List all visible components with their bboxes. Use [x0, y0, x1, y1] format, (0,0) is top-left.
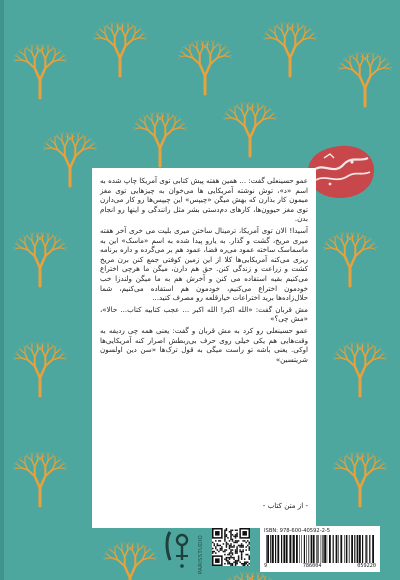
excerpt-panel — [92, 168, 316, 528]
isbn-text: ISBN: 978-600-40592-2-5 — [264, 528, 331, 534]
excerpt-paragraph: عمو حسینعلی گفت: ... همین هفته پیش کتابی توی آمریکا چاپ شده به اسم «د»، توش نوشته آمریکایی ها می‌خوان به چیزهایی توی مغز میمون کار بذارن که بهش میگن «چیپس» این چیپس‌ها رو کار می‌دارن توی مغز حیوون‌ها، کارهای دم‌دستی بشر مثل رانندگی و اینها رو انجام بدن. — [100, 176, 308, 224]
barcode-bars — [266, 535, 374, 563]
publisher-logo — [160, 526, 192, 570]
studio-label — [198, 516, 208, 574]
tree-icon — [13, 45, 67, 98]
barcode-block — [260, 526, 380, 572]
tree-icon — [13, 453, 67, 506]
barcode-digit-group: 786004 — [302, 563, 322, 569]
excerpt-paragraph: عمو حسینعلی رو کرد به مش قربان و گفت: یعنی همه چی ردیفه به وقت‌هایی هم یکی خیلی روی حرف بی‌ربطش اصرار کنه آمریکایی‌ها اوکی. یعنی باشه تو راست میگی به قول ترک‌ها «سن دین اولسون شریتسین» — [100, 325, 308, 364]
tree-icon — [263, 23, 317, 76]
tree-icon — [103, 543, 157, 580]
tree-icon — [223, 103, 277, 156]
barcode-digit-group: 9 — [264, 563, 268, 569]
tree-icon — [333, 343, 387, 396]
tree-icon — [93, 23, 147, 76]
studio-label-text: PARISSTUDIO — [198, 535, 204, 574]
excerpt-paragraph: مش قربان گفت: «الله اکبر! الله اکبر ... عجب کتابیه کتاب... حالا»، «مش چی؟» — [100, 304, 308, 324]
spine-edge — [0, 0, 4, 580]
tree-icon — [133, 113, 187, 166]
barcode-digits — [264, 563, 376, 569]
tree-icon — [223, 573, 277, 580]
excerpt-credit: - از متن کتاب - — [262, 501, 308, 510]
tree-icon — [338, 53, 392, 106]
barcode-digit-group: 059220 — [357, 563, 376, 569]
qr-code — [212, 528, 250, 566]
tree-icon — [323, 233, 377, 286]
tree-icon — [333, 453, 387, 506]
tree-icon — [13, 343, 67, 396]
excerpt-text — [100, 176, 308, 366]
tree-icon — [13, 233, 67, 286]
tree-icon — [178, 41, 232, 94]
tree-icon — [43, 133, 97, 186]
qr-code-image — [212, 528, 250, 566]
barcode-image — [266, 535, 374, 563]
excerpt-paragraph: آسیدا! الان توی آمریکا، ترمینال ساختن میری بلیت می خری آخر هفته میری مریخ، گشت و گذار. به یارو پیدا شده به اسم «ماسک» این به ماسماسک ساخته عمود می‌ره فضا، عمود هم بر می‌گرده و داره برنامه ریزی می‌کنه آمریکایی‌ها کلا از این زمین کوفتی جمع کنن برن مریخ کشت و زراعت و زندگی کنن. حق هم دارن، میگن ما هرچی اختراع می‌کنیم بقیه استفاده می کنن و آخرش هم به ما میگن ولندزا خب خودمون اختراع می‌کنیم، خودمون هم استفاده می‌کنیم، شما حلال‌زاده‌ها برید اختراعات خیارقلعه رو مصرف کنید... — [100, 225, 308, 303]
publisher-logo-icon — [160, 526, 192, 570]
